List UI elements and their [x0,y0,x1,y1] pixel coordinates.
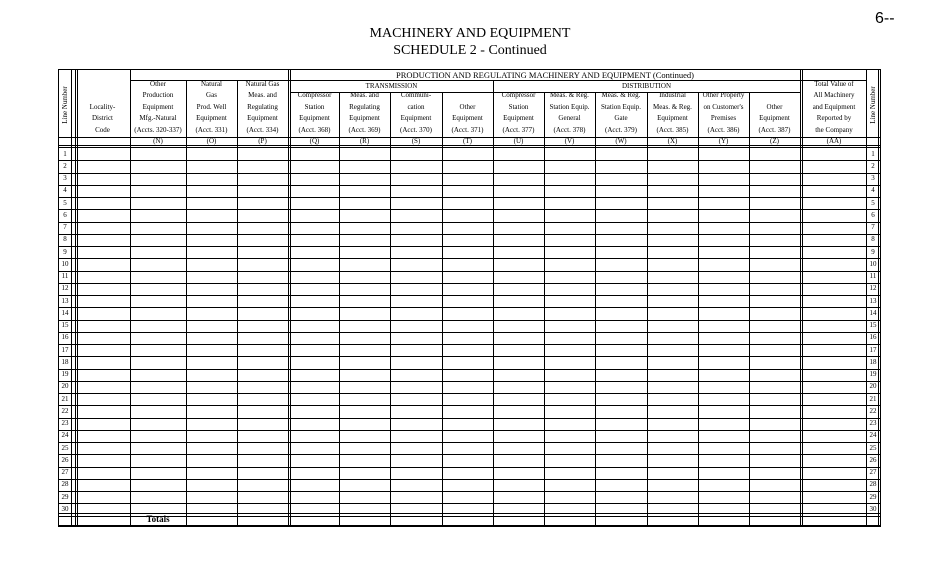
line-number-right: 6 [871,210,875,219]
line-number-right: 20 [869,382,877,391]
column-header-text: (Acct. 379) [605,125,637,134]
column-header-text: District [92,114,113,122]
column-header-text: General [558,114,581,122]
row-line [58,209,881,210]
row-line [58,405,881,406]
line-number-left: 7 [63,223,67,231]
column-letter: (P) [258,137,267,145]
column-header-text: (Acct. 369) [348,125,381,134]
page-title: MACHINERY AND EQUIPMENT [369,26,571,41]
page-subtitle: SCHEDULE 2 - Continued [393,43,547,58]
column-header-text: (Acct. 386) [707,125,740,134]
frame-bottom [58,525,881,527]
line-number-right: 9 [871,247,875,256]
line-number-left: 16 [61,333,69,342]
line-number-right: 18 [869,357,877,366]
column-header-text: Reported by [816,114,852,122]
column-header-text: Regulating [247,102,278,111]
row-line [58,491,881,492]
column-header-text: Meas. & Reg. [601,91,641,99]
column-header-text: and Equipment [812,102,856,111]
distribution-label: DISTRIBUTION [622,81,671,90]
column-header-text: (Acct. 385) [656,125,689,134]
line-number-right: 3 [871,174,875,182]
line-number-left: 25 [61,443,69,452]
line-number-right: 2 [871,161,875,170]
line-number-left: 6 [63,210,67,219]
column-header-text: on Customer's [703,102,744,111]
column-header-text: Station Equip. [600,102,642,111]
row-line [58,234,881,235]
row-line [58,160,881,161]
row-line [58,197,881,198]
line-number-left: 23 [61,419,69,427]
line-number-left: 20 [61,382,69,391]
line-number-right: 11 [869,272,877,280]
column-header-text: Total Value of [814,79,854,88]
row-line [58,283,881,284]
row-line [58,320,881,321]
column-letter: (N) [153,137,163,145]
row-line [58,467,881,468]
column-header-text: (Accts. 320-337) [134,125,182,134]
column-header-text: (Acct. 378) [553,125,586,134]
column-header-text: Gas [206,91,217,99]
line-number-left: 29 [61,492,69,501]
column-header-text: Equipment [196,114,227,122]
line-number-right: 19 [869,370,877,378]
column-header-text: (Acct. 377) [502,125,535,134]
page-number: 6-- [875,10,895,27]
column-letter: (T) [463,137,472,145]
line-number-left: 10 [61,259,69,268]
row-line [58,503,881,504]
line-number-left: 21 [61,394,69,403]
column-header-text: Production [142,91,174,99]
column-header-text: (Acct. 331) [195,125,228,134]
column-header-text: Code [95,125,110,134]
row-line [58,332,881,333]
line-number-label: Line Number [868,86,877,124]
line-number-right: 5 [871,198,875,207]
line-number-left: 1 [63,149,67,158]
column-header-text: Natural [201,79,222,88]
letter-row-line [58,145,881,146]
column-letter: (R) [359,137,370,145]
line-number-right: 30 [869,504,877,513]
row-line [58,479,881,480]
column-header-text: All Machinery [813,91,855,99]
line-number-right: 27 [869,468,877,476]
row-line [58,258,881,259]
line-number-right: 25 [869,443,877,452]
line-number-left: 27 [61,468,69,476]
column-line [698,92,699,525]
column-header-text: Equipment [247,114,278,122]
row-line [58,442,881,443]
row-line [58,356,881,357]
line-number-left: 13 [61,296,69,305]
column-header-text: Equipment [299,114,330,122]
column-line [339,92,340,525]
column-letter: (AA) [826,137,842,145]
column-letter: (S) [411,137,421,145]
column-header-text: Equipment [349,114,380,122]
column-letter: (Y) [718,137,729,145]
line-number-left: 9 [63,247,67,256]
row-line [58,246,881,247]
line-number-left: 17 [61,345,69,354]
column-line [595,92,596,525]
line-number-right: 4 [871,186,875,195]
transmission-label: TRANSMISSION [365,81,418,90]
column-header-text: (Acct. 387) [758,125,791,134]
line-number-right: 13 [869,296,877,305]
line-number-right: 26 [869,455,877,464]
column-header-text: Locality- [89,102,116,111]
line-number-right: 12 [869,284,877,293]
row-line [58,307,881,308]
column-line [749,92,750,525]
line-number-left: 3 [63,174,67,182]
totals-label: Totals [146,514,170,524]
column-header-text: Other [150,79,166,88]
column-header-text: Natural Gas [245,79,280,88]
column-header-text: Industrial [659,91,686,99]
line-number-right: 8 [871,235,875,244]
row-line [58,185,881,186]
line-number-right: 16 [869,333,877,342]
line-number-right: 21 [869,394,877,403]
column-header-text: Meas. & Reg. [550,91,589,99]
row-line [58,454,881,455]
column-header-text: the Company [815,125,853,134]
line-number-right: 10 [869,259,877,268]
row-line [58,418,881,419]
column-header-text: Regulating [349,102,380,111]
column-line [442,92,443,525]
column-header-text: (Acct. 371) [451,125,484,134]
line-number-right: 23 [869,419,877,427]
line-number-left: 2 [63,161,67,170]
column-line [544,92,545,525]
line-number-left: 12 [61,284,69,293]
column-letter: (O) [206,137,217,145]
row-line [58,381,881,382]
line-number-right: 22 [869,406,877,415]
line-number-right: 29 [869,492,877,501]
column-letter: (V) [564,137,575,145]
schedule-table [58,68,881,526]
column-header-text: Equipment [452,114,483,122]
line-number-right: 15 [869,321,877,329]
column-letter: (W) [615,137,627,145]
column-header-text: (Acct. 370) [400,125,432,134]
column-header-text: Station Equip. [549,102,590,111]
column-line [493,92,494,525]
column-header-text: (Acct. 334) [246,125,279,134]
row-line [58,222,881,223]
column-header-text: Other [766,102,783,111]
column-line [647,92,648,525]
column-header-text: Equipment [503,114,534,122]
line-number-left: 22 [61,406,69,415]
column-header-text: Equipment [759,114,790,122]
line-number-left: 30 [61,504,69,513]
column-header-text: Station [508,102,529,111]
column-header-text: cation [407,102,425,111]
row-line [58,344,881,345]
column-header-text: Premises [710,114,737,122]
column-header-text: Other [459,102,476,111]
line-number-right: 1 [871,149,875,158]
column-header-text: Compressor [501,91,536,99]
line-number-left: 11 [61,272,69,280]
column-line [390,92,391,525]
row-line [58,393,881,394]
column-header-text: Meas. and [248,91,277,99]
line-number-right: 24 [869,431,877,440]
line-number-right: 28 [869,480,877,489]
column-header-text: Meas. and [350,91,379,99]
line-number-left: 24 [61,431,69,440]
row-line [58,173,881,174]
column-header-text: Meas. & Reg. [653,102,692,111]
column-header-text: (Acct. 368) [298,125,331,134]
column-header-text: Communi- [400,91,432,99]
line-number-left: 26 [61,455,69,464]
column-letter: (X) [667,137,678,145]
group-header: PRODUCTION AND REGULATING MACHINERY AND EQUIPMENT (Continued) [396,69,694,80]
line-number-left: 19 [61,370,69,378]
column-header-text: Prod. Well [196,102,227,111]
column-header-text: Mfg.-Natural [139,114,177,122]
line-number-right: 14 [869,308,877,317]
line-number-left: 15 [61,321,69,329]
line-number-left: 14 [61,308,69,317]
column-letter: (Q) [309,137,320,145]
line-number-left: 8 [63,235,67,244]
column-letter: (Z) [770,137,779,145]
line-number-left: 5 [63,198,67,207]
line-number-right: 7 [871,223,875,231]
column-letter: (U) [513,137,524,145]
row-line [58,369,881,370]
line-number-left: 28 [61,480,69,489]
row-line [58,271,881,272]
column-header-text: Equipment [142,102,174,111]
row-line [58,295,881,296]
column-header-text: Equipment [400,114,432,122]
column-header-text: Other Property [702,91,745,99]
row-line [58,430,881,431]
column-header-text: Equipment [657,114,688,122]
line-number-left: 18 [61,357,69,366]
column-header-text: Gate [614,114,628,122]
letter-row-line [58,147,881,148]
column-header-text: Station [304,102,325,111]
column-header-text: Compressor [297,91,332,99]
line-number-label: Line Number [60,86,69,124]
line-number-left: 4 [63,186,67,195]
line-number-right: 17 [869,345,877,354]
